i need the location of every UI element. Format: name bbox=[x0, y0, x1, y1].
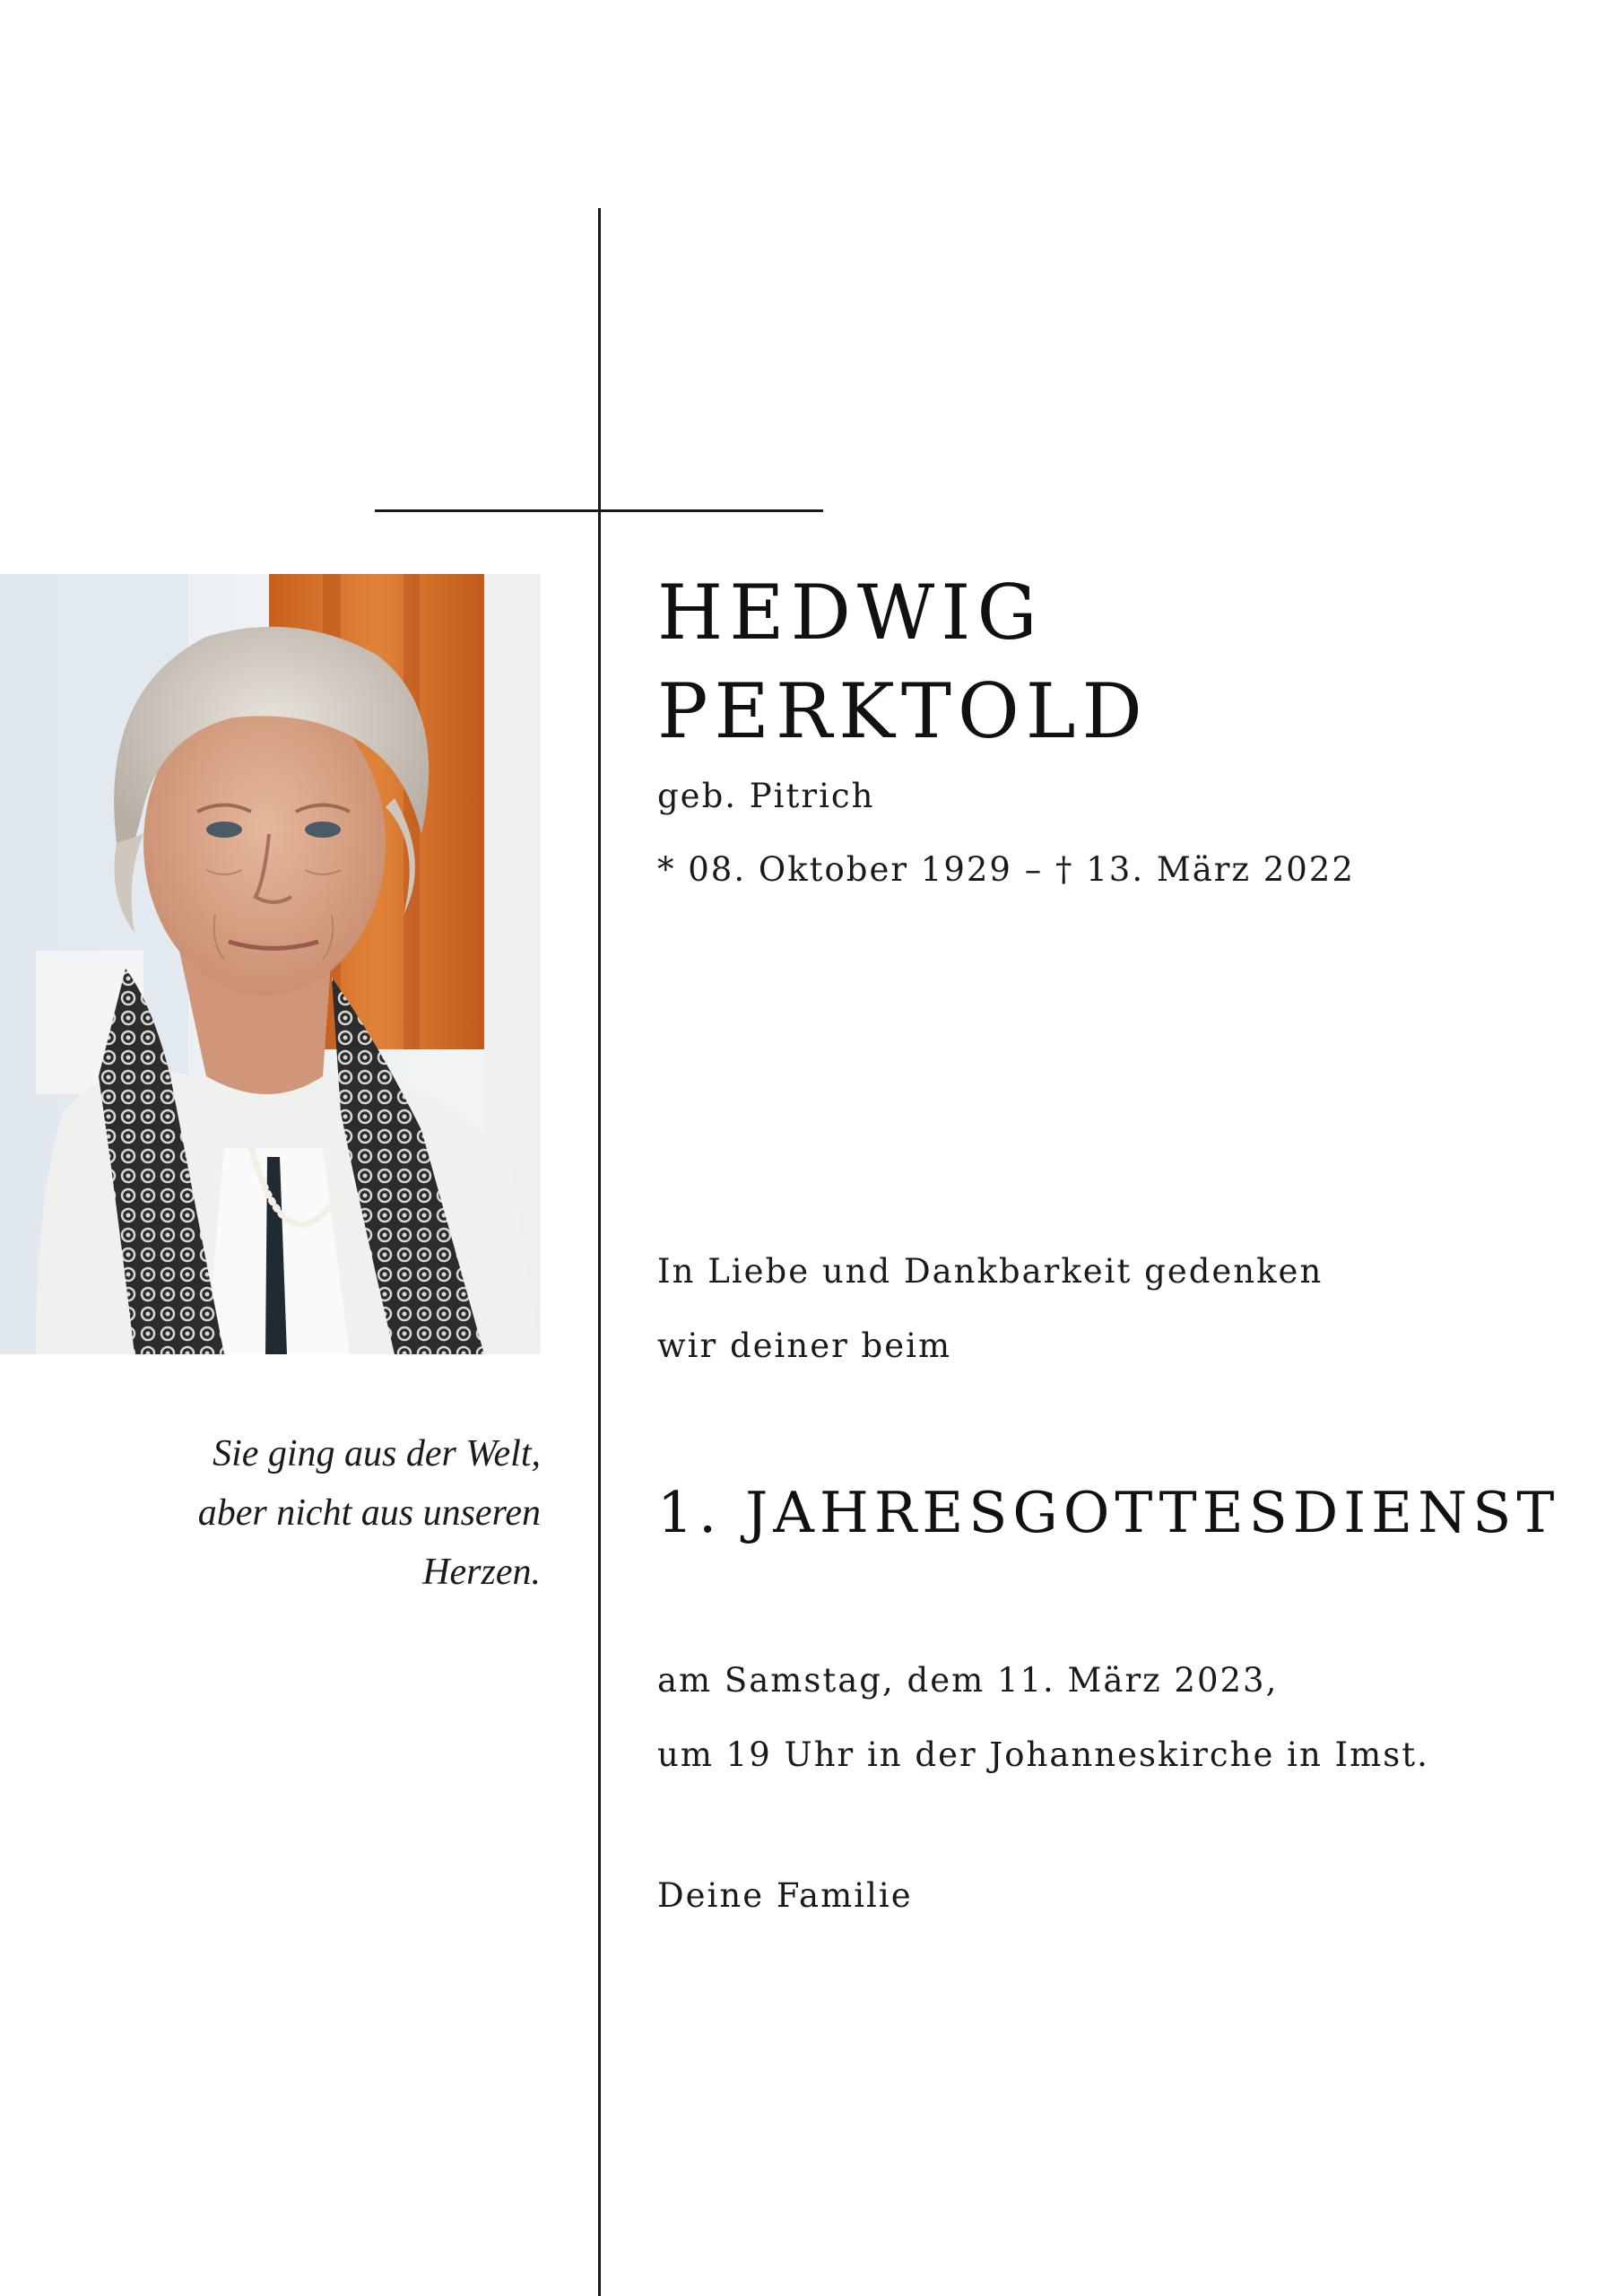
first-name: HEDWIG bbox=[657, 569, 1044, 657]
life-dates: * 08. Oktober 1929 – † 13. März 2022 bbox=[657, 850, 1355, 889]
deceased-name bbox=[657, 563, 1149, 761]
cross-vertical-bar bbox=[598, 208, 601, 2296]
service-location-line: um 19 Uhr in der Johanneskirche in Imst. bbox=[657, 1735, 1429, 1774]
quote-line: aber nicht aus unseren bbox=[197, 1492, 541, 1534]
quote-line: Herzen. bbox=[422, 1552, 541, 1593]
maiden-name: geb. Pitrich bbox=[657, 777, 875, 815]
portrait-photo bbox=[0, 574, 541, 1354]
memorial-quote bbox=[0, 1424, 541, 1602]
intro-line: wir deiner beim bbox=[657, 1326, 952, 1365]
intro-line: In Liebe und Dankbarkeit gedenken bbox=[657, 1252, 1324, 1291]
service-title: 1. JAHRESGOTTESDIENST bbox=[657, 1480, 1560, 1545]
signature: Deine Familie bbox=[657, 1876, 913, 1915]
cross-horizontal-bar bbox=[375, 509, 823, 512]
last-name: PERKTOLD bbox=[657, 667, 1149, 755]
service-date-line: am Samstag, dem 11. März 2023, bbox=[657, 1661, 1279, 1700]
intro-text bbox=[657, 1234, 1323, 1383]
service-details bbox=[657, 1643, 1429, 1792]
quote-line: Sie ging aus der Welt, bbox=[213, 1433, 541, 1474]
